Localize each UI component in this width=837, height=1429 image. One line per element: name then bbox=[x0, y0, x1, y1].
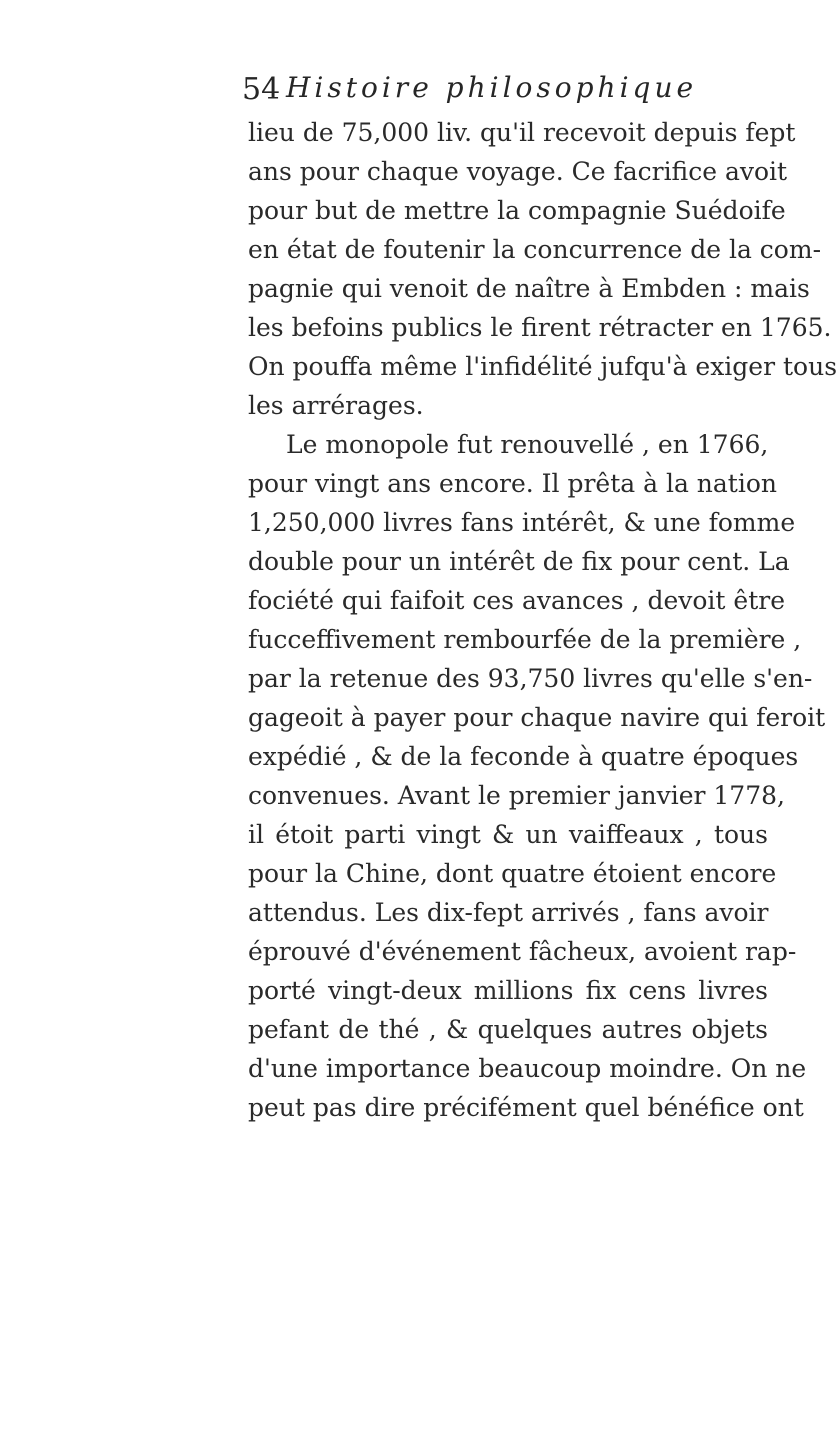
text-line: d'une importance beaucoup moindre. On ne bbox=[248, 1054, 807, 1083]
text-line: peut pas dire précifément quel bénéfice ont bbox=[248, 1093, 804, 1122]
text-line: il étoit parti vingt & un vaiffeaux , tous bbox=[248, 820, 768, 849]
text-line: pour la Chine, dont quatre étoient encore bbox=[248, 859, 777, 888]
text-line: gageoit à payer pour chaque navire qui feroit bbox=[248, 703, 826, 732]
text-line: 1,250,000 livres fans intérêt, & une fomme bbox=[248, 508, 796, 537]
text-line: double pour un intérêt de fix pour cent. La bbox=[248, 547, 790, 576]
text-line: On pouffa même l'infidélité jufqu'à exiger tous bbox=[248, 352, 837, 381]
text-line: pour vingt ans encore. Il prêta à la nation bbox=[248, 469, 778, 498]
page-header bbox=[242, 68, 762, 112]
text-line: pagnie qui venoit de naître à Embden : mais bbox=[248, 274, 810, 303]
body-text bbox=[248, 113, 837, 1127]
text-line: fociété qui faifoit ces avances , devoit être bbox=[248, 586, 785, 615]
text-line: attendus. Les dix-fept arrivés , fans avoir bbox=[248, 898, 769, 927]
running-title: Histoire philosophique bbox=[286, 71, 698, 104]
text-line: par la retenue des 93,750 livres qu'elle s'en- bbox=[248, 664, 813, 693]
text-line: pefant de thé , & quelques autres objets bbox=[248, 1015, 768, 1044]
text-line: les befoins publics le firent rétracter en 1765. bbox=[248, 313, 832, 342]
text-line: lieu de 75,000 liv. qu'il recevoit depuis fept bbox=[248, 118, 796, 147]
text-line: en état de foutenir la concurrence de la com- bbox=[248, 235, 822, 264]
text-line: éprouvé d'événement fâcheux, avoient rap- bbox=[248, 937, 797, 966]
page-number: 54 bbox=[242, 72, 281, 107]
text-line: Le monopole fut renouvellé , en 1766, bbox=[286, 430, 769, 459]
text-line: convenues. Avant le premier janvier 1778, bbox=[248, 781, 785, 810]
text-line: expédié , & de la feconde à quatre époques bbox=[248, 742, 799, 771]
text-line: fucceffivement rembourfée de la première , bbox=[248, 625, 802, 654]
text-line: ans pour chaque voyage. Ce facrifice avoit bbox=[248, 157, 788, 186]
text-line: porté vingt-deux millions fix cens livres bbox=[248, 976, 768, 1005]
text-line: pour but de mettre la compagnie Suédoife bbox=[248, 196, 786, 225]
text-line: les arrérages. bbox=[248, 391, 424, 420]
